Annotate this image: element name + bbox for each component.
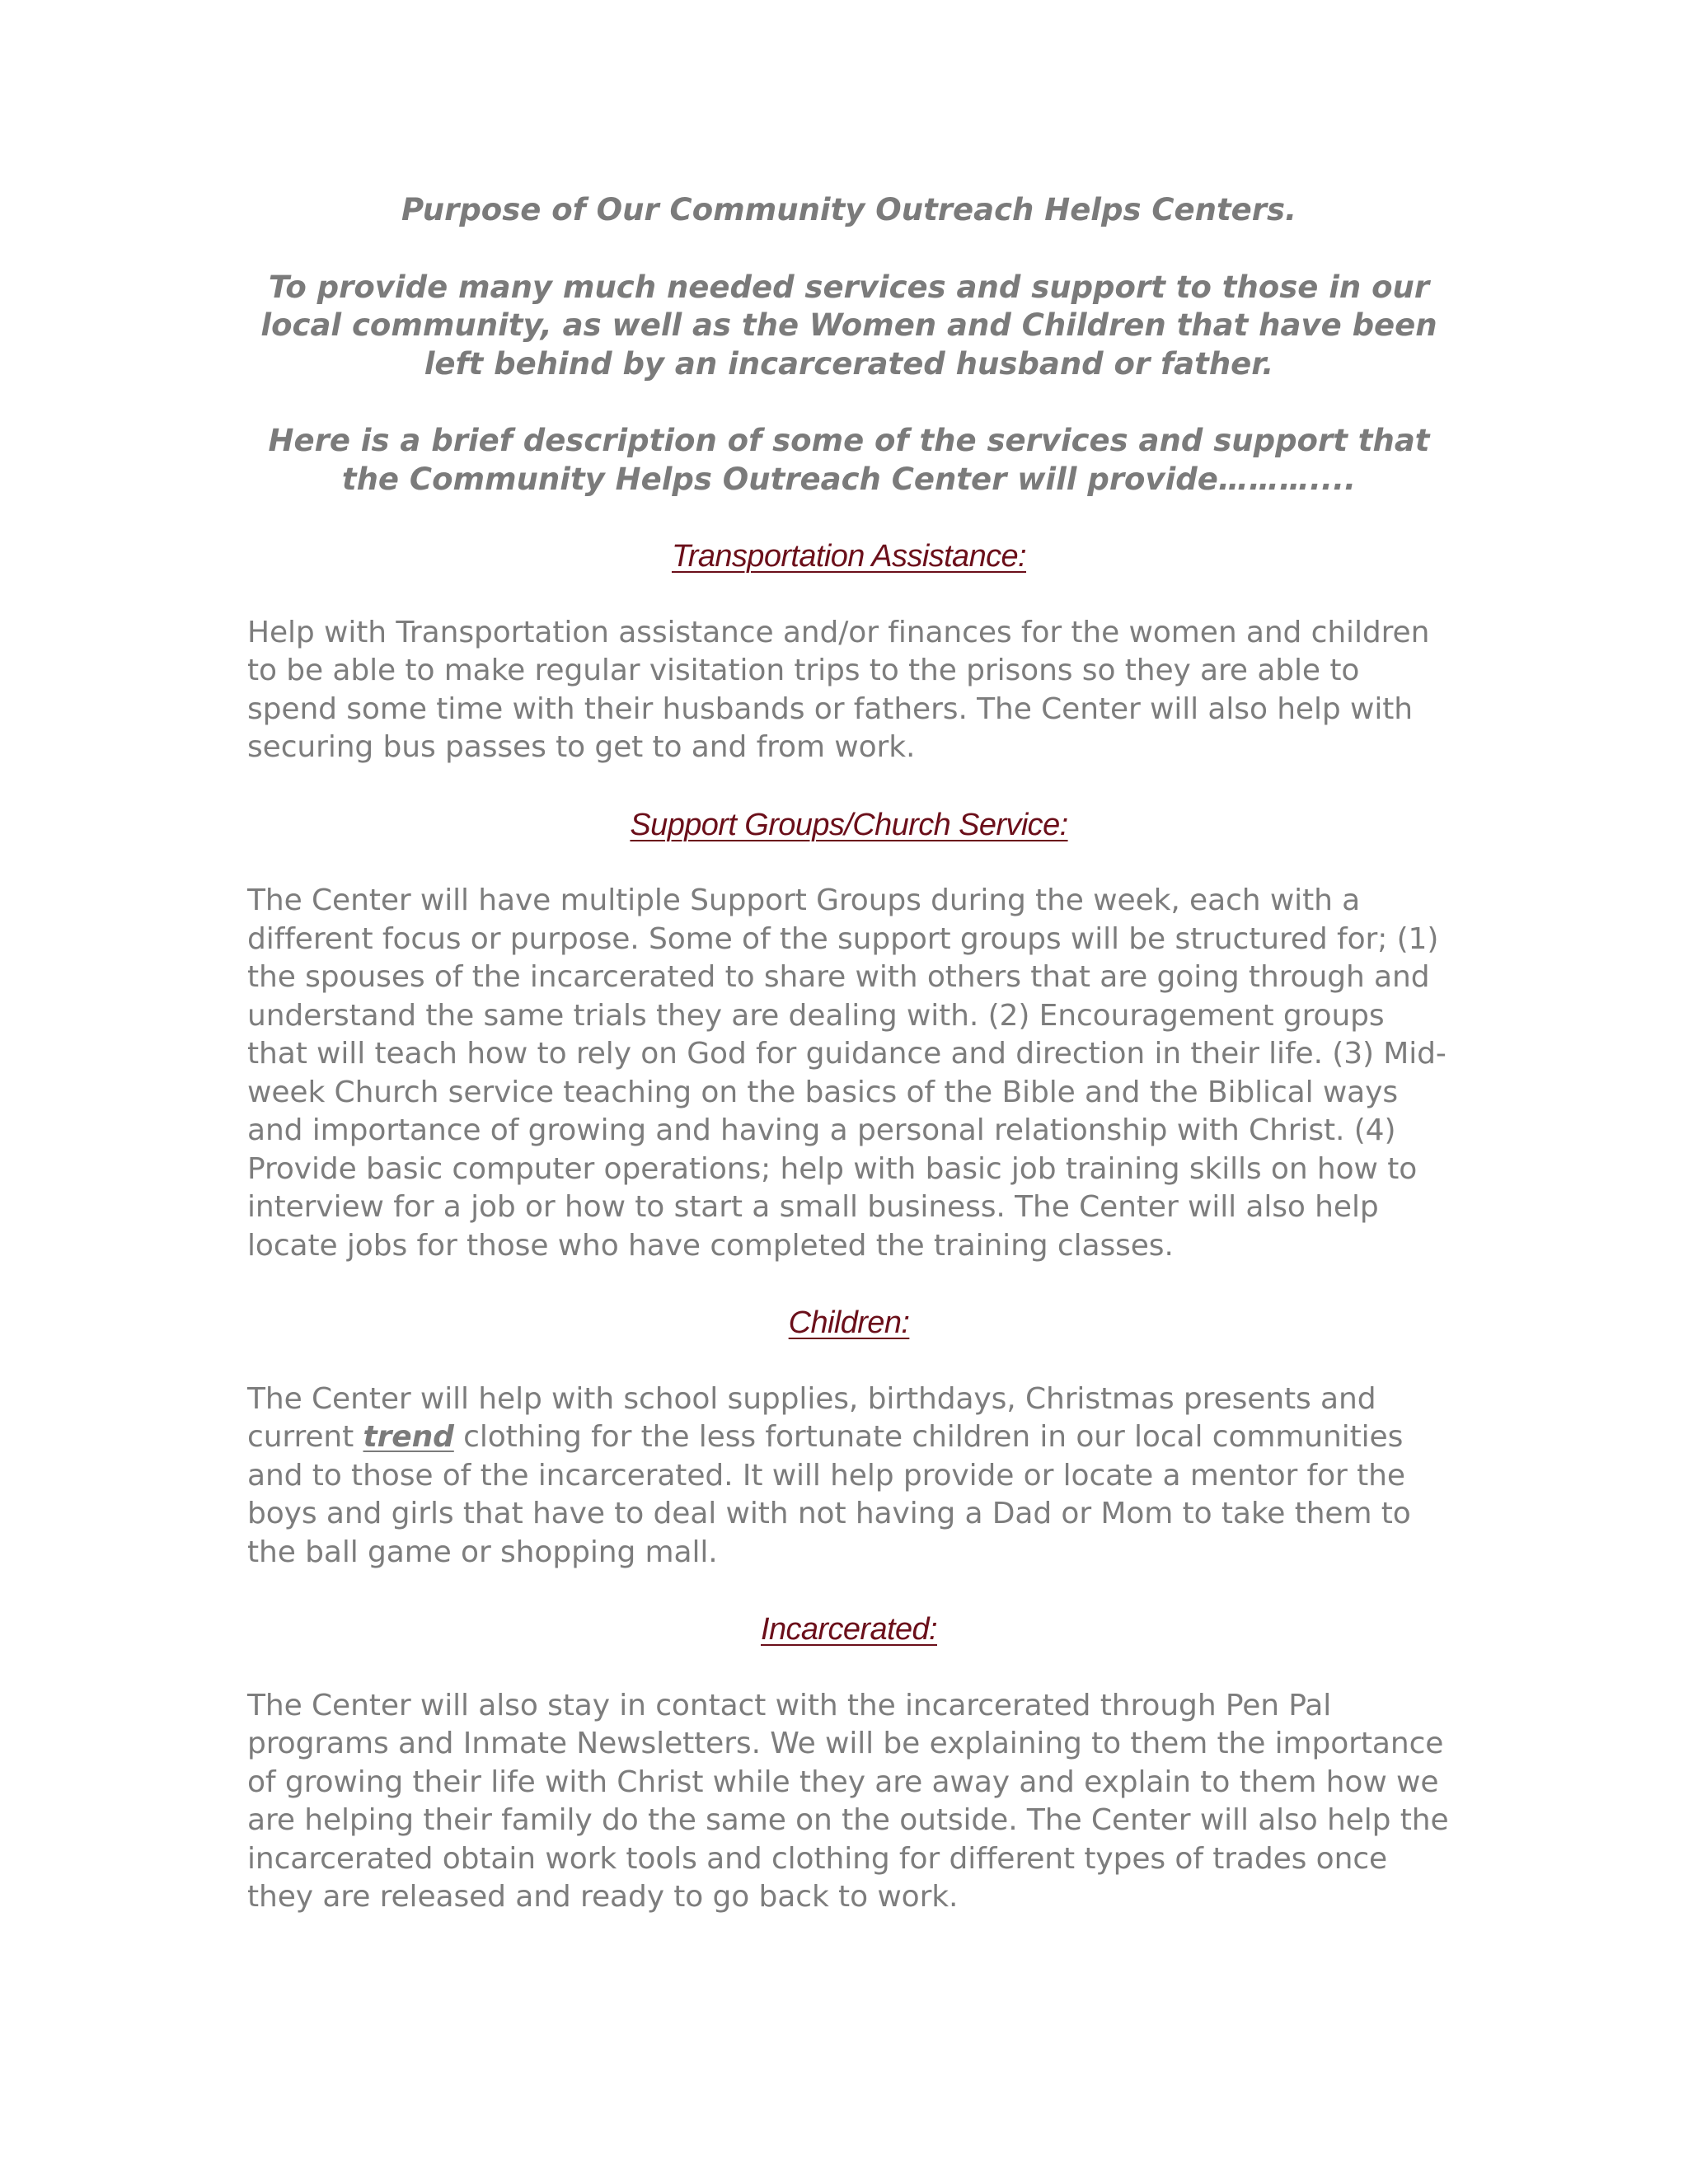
document-title: Purpose of Our Community Outreach Helps Centers. xyxy=(401,192,1297,227)
document-content xyxy=(247,191,1451,1917)
section-heading-support-groups: Support Groups/Church Service: xyxy=(630,807,1068,842)
section-body-support-groups: The Center will have multiple Support Groups during the week, each with a different focus or purpose. Some of the support groups will be structured for; (1) the spouses of the incarcerated to share with others that are going through and understand the same trials they are dealing with. (2) Encouragement groups that will teach how to rely on God for guidance and direction in their life. (3) Mid-week Church service teaching on the basics of the Bible and the Biblical ways and importance of growing and having a personal relationship with Christ. (4) Provide basic computer operations; help with basic job training skills on how to interview for a job or how to start a small business. The Center will also help locate jobs for those who have completed the training classes. xyxy=(247,883,1447,1263)
section-body-children xyxy=(247,1380,1451,1572)
services-overview: Here is a brief description of some of the services and support that the Community Helps Outreach Center will provide……….... xyxy=(268,423,1430,497)
section-body-transportation: Help with Transportation assistance and/or finances for the women and children to be able to make regular visitation trips to the prisons so they are able to spend some time with their husbands or fathers. The Center will also help with securing bus passes to get to and from work. xyxy=(247,615,1430,764)
children-body-before: The Center will help with school supplies, birthdays, Christmas presents and current xyxy=(247,1381,1376,1454)
section-body-incarcerated: The Center will also stay in contact with the incarcerated through Pen Pal programs and Inmate Newsletters. We will be explaining to them the importance of growing their life with Christ while they are away and explain to them how we are helping their family do the same on the outside. The Center will also help the incarcerated obtain work tools and clothing for different types of trades once they are released and ready to go back to work. xyxy=(247,1688,1449,1914)
mission-statement: To provide many much needed services and support to those in our local community, as well as the Women and Children that have been left behind by an incarcerated husband or father. xyxy=(260,269,1437,382)
trend-emphasis: trend xyxy=(363,1420,454,1454)
section-heading-incarcerated: Incarcerated: xyxy=(761,1612,937,1647)
section-heading-children: Children: xyxy=(788,1305,910,1340)
section-heading-transportation: Transportation Assistance: xyxy=(671,539,1027,574)
children-body-after: clothing for the less fortunate children in our local communities and to those of the incarcerated. It will help provide or locate a mentor for the boys and girls that have to deal with not having a Dad or Mom to take them to the ball game or shopping mall. xyxy=(247,1420,1411,1569)
